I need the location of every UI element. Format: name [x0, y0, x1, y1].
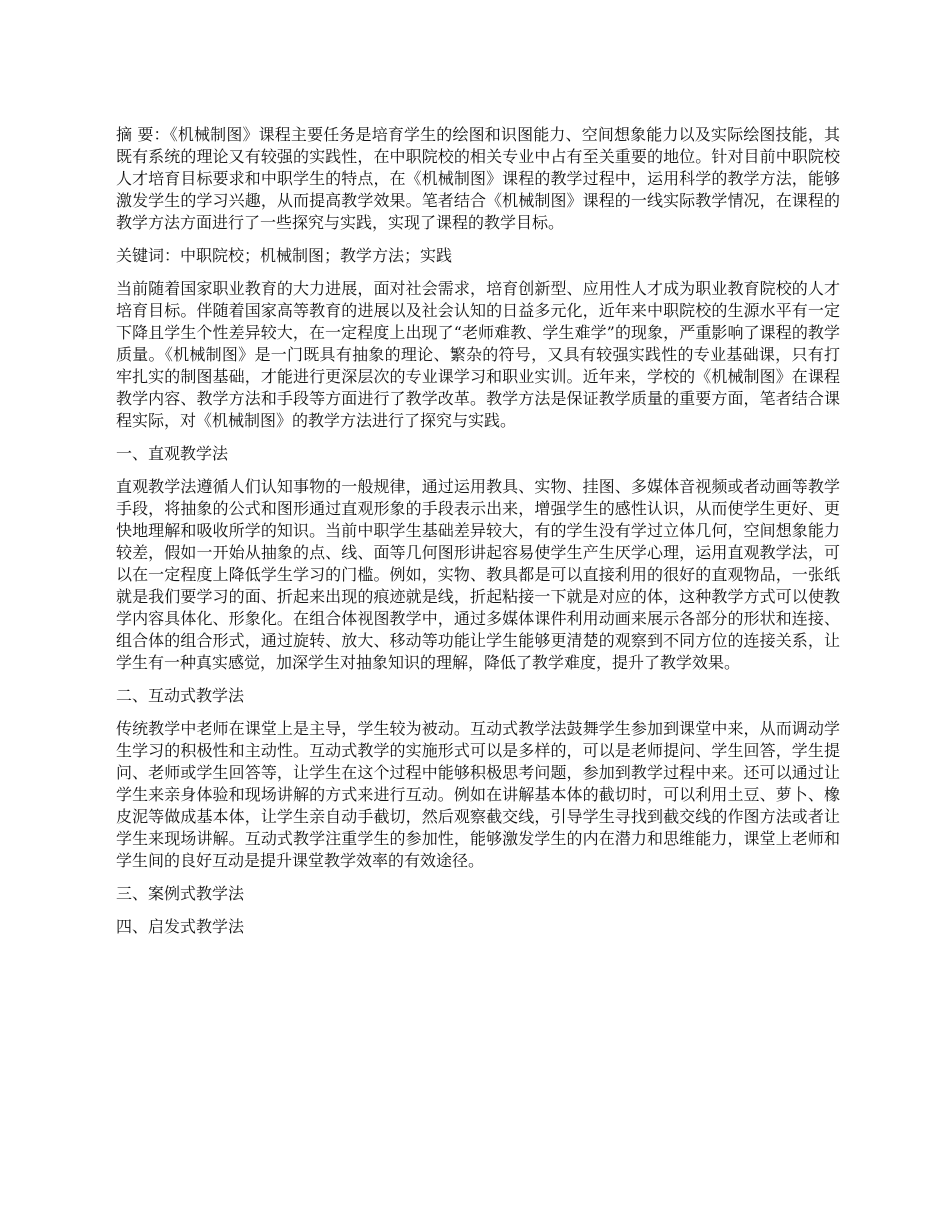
- keywords-line: 关键词：中职院校；机械制图；教学方法；实践: [116, 246, 453, 265]
- section-body-2: 传统教学中老师在课堂上是主导，学生较为被动。互动式教学法鼓舞学生参加到课堂中来，从而调动学生学习的积极性和主动性。互动式教学的实施形式可以是多样的，可以是老师提问、学生回答，学生提问、老师或学生回答等，让学生在这个过程中能够积极思考问题，参加到教学过程中来。还可以通过让学生来亲身体验和现场讲解的方式来进行互动。例如在讲解基本体的截切时，可以利用土豆、萝卜、橡皮泥等做成基本体，让学生亲自动手截切，然后观察截交线，引导学生寻找到截交线的作图方法或者让学生来现场讲解。互动式教学注重学生的参加性，能够激发学生的内在潜力和思维能力，课堂上老师和学生间的良好互动是提升课堂教学效率的有效途径。: [116, 719, 840, 870]
- section-heading-4: 四、启发式教学法: [116, 917, 245, 936]
- intro-paragraph: 当前随着国家职业教育的大力进展，面对社会需求，培育创新型、应用性人才成为职业教育院校的人才培育目标。伴随着国家高等教育的进展以及社会认知的日益多元化，近年来中职院校的生源水平有一定下降且学生个性差异较大，在一定程度上出现了“老师难教、学生难学”的现象，严重影响了课程的教学质量。《机械制图》是一门既具有抽象的理论、繁杂的符号，又具有较强实践性的专业基础课，只有打牢扎实的制图基础，才能进行更深层次的专业课学习和职业实训。近年来，学校的《机械制图》在课程教学内容、教学方法和手段等方面进行了教学改革。教学方法是保证教学质量的重要方面，笔者结合课程实际，对《机械制图》的教学方法进行了探究与实践。: [116, 279, 840, 430]
- section-heading-2: 二、互动式教学法: [116, 686, 245, 705]
- section-heading-1: 一、直观教学法: [116, 444, 229, 463]
- section-body-1: 直观教学法遵循人们认知事物的一般规律，通过运用教具、实物、挂图、多媒体音视频或者动画等教学手段，将抽象的公式和图形通过直观形象的手段表示出来，增强学生的感性认识，从而使学生更好、更快地理解和吸收所学的知识。当前中职学生基础差异较大，有的学生没有学过立体几何，空间想象能力较差，假如一开始从抽象的点、线、面等几何图形讲起容易使学生产生厌学心理，运用直观教学法，可以在一定程度上降低学生学习的门槛。例如，实物、教具都是可以直接利用的很好的直观物品，一张纸就是我们要学习的面、折起来出现的痕迹就是线，折起粘接一下就是对应的体，这种教学方式可以使教学内容具体化、形象化。在组合体视图教学中，通过多媒体课件利用动画来展示各部分的形状和连接、组合体的组合形式，通过旋转、放大、移动等功能让学生能够更清楚的观察到不同方位的连接关系，让学生有一种真实感觉，加深学生对抽象知识的理解，降低了教学难度，提升了教学效果。: [116, 477, 840, 672]
- section-heading-3: 三、案例式教学法: [116, 884, 245, 903]
- abstract-paragraph: 摘 要：《机械制图》课程主要任务是培育学生的绘图和识图能力、空间想象能力以及实际绘图技能，其既有系统的理论又有较强的实践性，在中职院校的相关专业中占有至关重要的地位。针对目前中职院校人才培育目标要求和中职学生的特点，在《机械制图》课程的教学过程中，运用科学的教学方法，能够激发学生的学习兴趣，从而提高教学效果。笔者结合《机械制图》课程的一线实际教学情况，在课程的教学方法方面进行了一些探究与实践，实现了课程的教学目标。: [116, 125, 840, 232]
- document-page: [116, 124, 840, 949]
